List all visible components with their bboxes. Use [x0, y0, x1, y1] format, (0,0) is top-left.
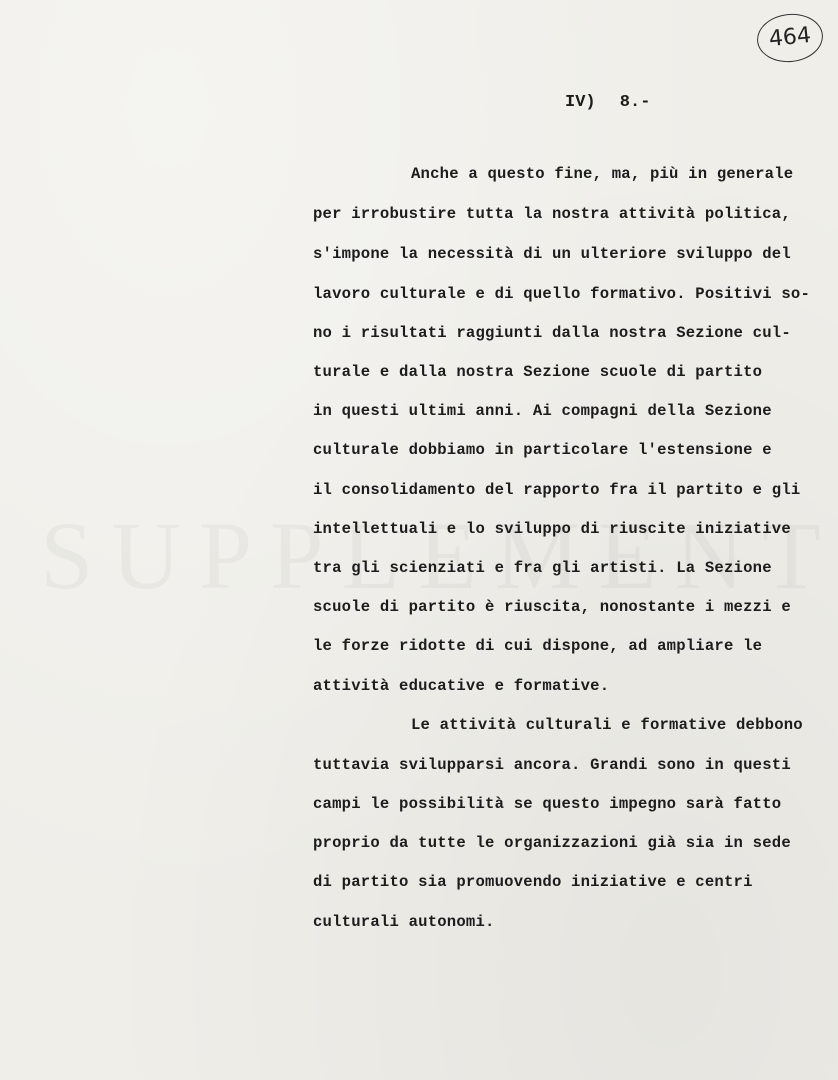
text-line: tuttavia svilupparsi ancora. Grandi sono in questi: [313, 756, 791, 774]
section-page-reference: IV) 8.-: [565, 93, 651, 112]
text-line: culturali autonomi.: [313, 913, 495, 931]
text-line: il consolidamento del rapporto fra il partito e gli: [313, 481, 801, 499]
text-line: no i risultati raggiunti dalla nostra Sezione cul-: [313, 324, 791, 342]
text-line: proprio da tutte le organizzazioni già sia in sede: [313, 834, 791, 852]
text-line: s'impone la necessità di un ulteriore sviluppo del: [313, 245, 791, 263]
text-line: le forze ridotte di cui dispone, ad ampliare le: [313, 637, 763, 655]
text-line: intellettuali e lo sviluppo di riuscite iniziative: [313, 520, 791, 538]
text-line: attività educative e formative.: [313, 677, 610, 695]
text-line: culturale dobbiamo in particolare l'estensione e: [313, 441, 772, 459]
page-number-stamp: 464: [755, 11, 826, 66]
text-line: scuole di partito è riuscita, nonostante i mezzi e: [313, 598, 791, 616]
text-line: in questi ultimi anni. Ai compagni della Sezione: [313, 402, 772, 420]
text-line: tra gli scienziati e fra gli artisti. La Sezione: [313, 559, 772, 577]
text-line: per irrobustire tutta la nostra attività politica,: [313, 205, 791, 223]
text-line: lavoro culturale e di quello formativo. Positivi so-: [313, 285, 811, 303]
text-line: turale e dalla nostra Sezione scuole di partito: [313, 363, 763, 381]
text-line: Le attività culturali e formative debbono: [411, 716, 803, 734]
text-line: di partito sia promuovendo iniziative e centri: [313, 873, 753, 891]
text-line: campi le possibilità se questo impegno sarà fatto: [313, 795, 782, 813]
text-line: Anche a questo fine, ma, più in generale: [411, 165, 794, 183]
